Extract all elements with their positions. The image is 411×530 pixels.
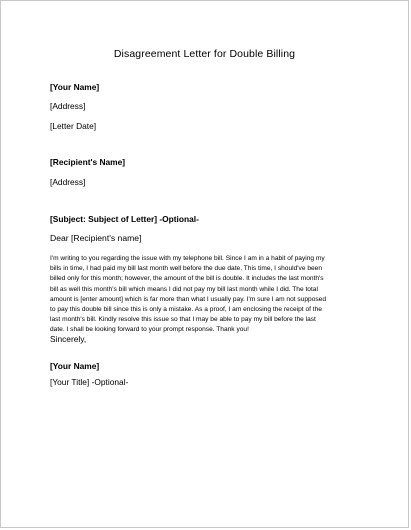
sender-date: [Letter Date]: [50, 121, 97, 131]
letter-title: Disagreement Letter for Double Billing: [113, 48, 296, 60]
recipient-address: [Address]: [50, 177, 86, 187]
signature-name: [Your Name]: [50, 361, 100, 371]
sender-address: [Address]: [50, 101, 86, 111]
sender-name: [Your Name]: [50, 82, 100, 92]
closing: Sincerely,: [50, 334, 87, 344]
body-line: date. I shall be looking forward to your prompt response. Thank you!: [50, 326, 249, 334]
body-line: to pay this double bill since this is only a mistake. As a proof, I am enclosing the receipt of the: [50, 306, 322, 314]
body-line: billed only for this month; however, the amount of the bill is double. It includes the last month's: [50, 275, 324, 283]
letter-body: [50, 254, 372, 336]
body-line: bill as well this month's bill which means I did not pay my bill last month while I did. The total: [50, 285, 318, 293]
body-line: last month's bill. Kindly resolve this issue so that I may be able to pay my bill before the last: [50, 316, 316, 324]
recipient-name: [Recipient's Name]: [50, 157, 126, 167]
signature-title: [Your Title] -Optional-: [50, 377, 129, 387]
body-line: amount is [enter amount] which is far more than what I usually pay. I'm sure I am not supposed: [50, 295, 327, 303]
subject-line: [Subject: Subject of Letter] -Optional-: [50, 214, 199, 224]
greeting: Dear [Recipient's name]: [50, 233, 142, 243]
body-line: I'm writing to you regarding the issue with my telephone bill. Since I am in a habit of paying my: [50, 255, 325, 262]
body-line: bills in time, I had paid my bill last month well before the due date. This time, I should've been: [50, 265, 322, 273]
